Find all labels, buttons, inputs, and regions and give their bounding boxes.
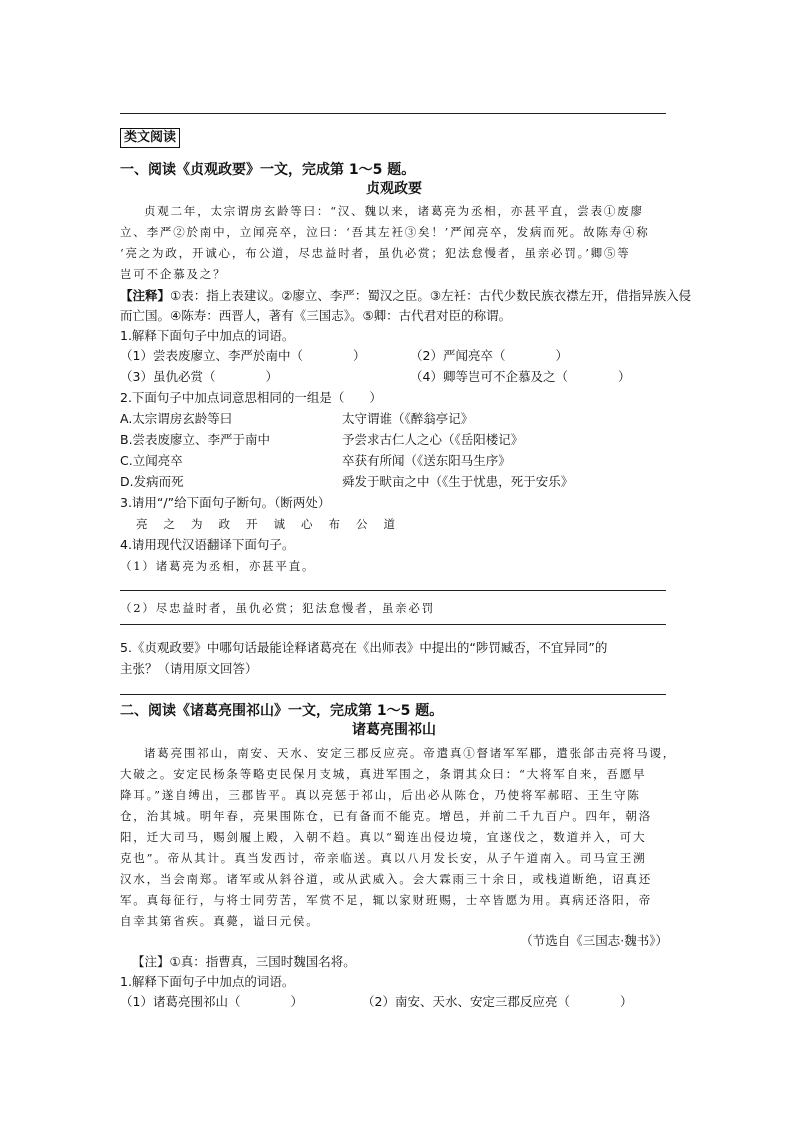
q2-option-right: 太守谓谁（《醉翁亭记》: [342, 411, 474, 426]
q1-item: （4）卿等岂可不企慕及之（ ）: [410, 369, 631, 384]
q2-option: [120, 409, 668, 429]
part2-passage-line: 仓，治其城。明年春，亮果围陈仓，已有备而不能克。增邑，并前二千九百户。四年，朝洛: [120, 809, 652, 823]
part2-passage-line: 阳，迁大司马，赐剑履上殿，入朝不趋。真以“蜀连出侵边境，宜遂伐之，数道并入，可大: [120, 830, 647, 844]
part2-title: 诸葛亮围祁山: [352, 722, 436, 738]
part1-passage-line: 岂可不企慕及之？: [120, 267, 227, 281]
answer-line: [120, 590, 666, 591]
q4-item: （1）诸葛亮为丞相，亦甚平直。: [120, 559, 316, 573]
part2-heading: 二、阅读《诸葛亮围祁山》一文，完成第 1～5 题。: [120, 703, 444, 719]
part2-passage-line: 大破之。安定民杨条等略吏民保月支城，真进军围之，条谓其众曰：“大将军自来，吾愿早: [120, 767, 647, 781]
part1-note-line: [120, 286, 692, 306]
part1-q3: 3.请用“/”给下面句子断句。（断两处）: [120, 495, 331, 510]
part1-title: 贞观政要: [366, 181, 422, 197]
q2-option: [120, 472, 668, 492]
q2-option: [120, 430, 668, 450]
q1-item: （2）南安、天水、安定三郡反应亮（ ）: [362, 994, 633, 1009]
part1-q1: 1.解释下面句子中加点的词语。: [120, 328, 295, 343]
part2-passage-line: 克也”。帝从其计。真当发西讨，帝亲临送。真以八月发长安，从子午道南入。司马宣王溯: [120, 851, 647, 865]
part2-source: （节选自《三国志·魏书》）: [520, 933, 668, 948]
q1-item: （1）尝表废廖立、李严於南中（ ）: [120, 348, 366, 363]
part1-q4: 4.请用现代汉语翻译下面句子。: [120, 537, 295, 552]
part1-q5-line: 5.《贞观政要》中哪句话最能诠释诸葛亮在《出师表》中提出的“陟罚臧否，不宜异同”的: [120, 640, 608, 655]
part1-q2: 2.下面句子中加点词意思相同的一组是（ ）: [120, 390, 382, 405]
part1-note-line: 而亡国。④陈寿：西晋人，著有《三国志》。⑤卿：古代君对臣的称谓。: [120, 308, 512, 323]
part1-q1-row: [120, 346, 668, 366]
part1-q5-line: 主张？（请用原文回答）: [120, 661, 258, 676]
part1-q1-row: [120, 367, 668, 387]
q1-item: （1）诸葛亮围祁山（ ）: [120, 994, 303, 1009]
q2-option-right: 予尝求古仁人之心（《岳阳楼记》: [342, 432, 524, 447]
part2-passage-line: 军。真每征行，与将士同劳苦，军赏不足，辄以家财班赐，士卒皆愿为用。真病还洛阳，帝: [120, 893, 652, 907]
q4-item: （2）尽忠益时者，虽仇必赏；犯法怠慢者，虽亲必罚: [120, 601, 436, 615]
part2-q1: 1.解释下面句子中加点的词语。: [120, 974, 295, 989]
q2-option-right: 舜发于畎亩之中（《生于忧患，死于安乐》: [342, 474, 574, 489]
section-tag: 类文阅读: [120, 128, 180, 148]
q2-option-left: A.太宗谓房玄龄等曰: [120, 411, 233, 426]
part2-passage-line: 降耳。”遂自缚出，三郡皆平。真以亮惩于祁山，后出必从陈仓，乃使将军郝昭、王生守陈: [120, 788, 641, 802]
part2-note: 【注】①真：指曹真，三国时魏国名将。: [132, 954, 356, 969]
note-text: ①表：指上表建议。②廖立、李严：蜀汉之臣。③左衽：古代少数民族衣襟左开，借指异族入侵: [170, 288, 692, 303]
q2-option-left: D.发病而死: [120, 474, 184, 489]
note-label: 【注释】: [120, 288, 171, 303]
part1-passage-line: 贞观二年，太宗谓房玄龄等曰：“汉、魏以来，诸葛亮为丞相，亦甚平直，尝表①废廖: [144, 204, 644, 218]
section-tag-line: [120, 127, 668, 148]
top-rule: [120, 113, 666, 114]
part1-passage-line: 立、李严②於南中，立闻亮卒，泣曰：‘吾其左衽③矣！’严闻亮卒，发病而死。故陈寿④称: [120, 225, 650, 239]
part2-passage-line: 诸葛亮围祁山，南安、天水、安定三郡反应亮。帝遣真①督诸军军郿，遣张郃击亮将马谡，: [144, 746, 676, 760]
q2-option-right: 卒获有所闻（《送东阳马生序》: [342, 453, 511, 468]
part1-passage-line: ‘亮之为政，开诚心，布公道，尽忠益时者，虽仇必赏；犯法怠慢者，虽亲必罚。’卿⑤等: [120, 246, 631, 260]
part2-passage-line: 汉水，当会南郑。诸军或从斜谷道，或从武威入。会大霖雨三十余日，或栈道断绝，诏真还: [120, 872, 652, 886]
answer-line: [120, 624, 666, 625]
answer-line: [120, 694, 666, 695]
part2-passage-line: 自幸其第省疾。真薨，谥曰元侯。: [120, 914, 320, 928]
q3-sentence: 亮之为政开诚心布公道: [136, 517, 411, 531]
q2-option-left: B.尝表废廖立、李严于南中: [120, 432, 271, 447]
q2-option-left: C.立闻亮卒: [120, 453, 183, 468]
part2-q1-row: [120, 992, 668, 1012]
part1-heading: 一、阅读《贞观政要》一文，完成第 1～5 题。: [120, 162, 416, 178]
q1-item: （3）虽仇必赏（ ）: [120, 369, 278, 384]
q2-option: [120, 451, 668, 471]
q1-item: （2）严闻亮卒（ ）: [410, 348, 568, 363]
